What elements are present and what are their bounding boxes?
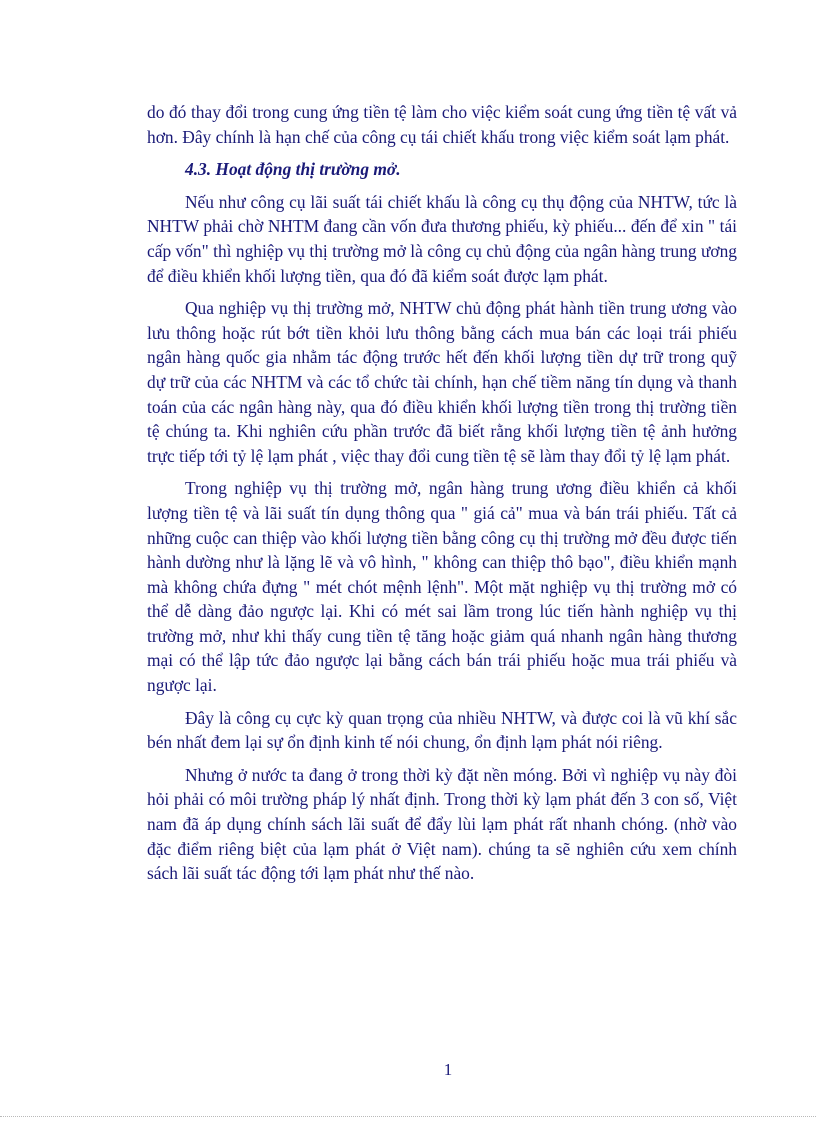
paragraph: Trong nghiệp vụ thị trường mở, ngân hàng trung ương điều khiển cả khối lượng tiền tệ và lãi suất tín dụng thông qua " giá cả" mua và bán trái phiếu. Tất cả những cuộc can thiệp vào khối lượng tiền bằng công cụ thị trường mở đều được tiến hành dường như là lặng lẽ và vô hình, " không can thiệp thô bạo", điều khiển mạnh mà không chứa đựng " mét chót mệnh lệnh". Một mặt nghiệp vụ thị trường mở có thể dễ dàng đảo ngược lại. Khi có mét sai lầm trong lúc tiến hành nghiệp vụ thị trường mở, như khi thấy cung tiền tệ tăng hoặc giảm quá nhanh ngân hàng thương mại có thể lập tức đảo ngược lại bằng cách bán trái phiếu hoặc mua trái phiếu và ngược lại. xyxy=(147,478,737,696)
paragraph: Nếu như công cụ lãi suất tái chiết khấu là công cụ thụ động của NHTW, tức là NHTW phải chờ NHTM đang cần vốn đưa thương phiếu, kỳ phiếu... đến để xin " tái cấp vốn" thì nghiệp vụ thị trường mở là công cụ chủ động của ngân hàng trung ương để điều khiển khối lượng tiền, qua đó đã kiểm soát được lạm phát. xyxy=(147,191,737,286)
section-heading: 4.3. Hoạt động thị trường mở. xyxy=(185,159,401,180)
paragraph: Qua nghiệp vụ thị trường mở, NHTW chủ động phát hành tiền trung ương vào lưu thông hoặc rút bớt tiền khỏi lưu thông bằng cách mua bán các loại trái phiếu ngân hàng quốc gia nhằm tác động trước hết đến khối lượng tiền dự trữ trong quỹ dự trữ của các NHTM và các tổ chức tài chính, hạn chế tiềm năng tín dụng và thanh toán của các ngân hàng này, qua đó điều khiển khối lượng tiền trong thị trường tiền tệ chúng ta. Khi nghiên cứu phần trước đã biết rằng khối lượng tiền tệ ảnh hưởng trực tiếp tới tỷ lệ lạm phát , việc thay đổi cung tiền tệ sẽ làm thay đổi tỷ lệ lạm phát. xyxy=(147,298,737,466)
paragraph: Đây là công cụ cực kỳ quan trọng của nhiều NHTW, và được coi là vũ khí sắc bén nhất đem lại sự ổn định kinh tế nói chung, ổn định lạm phát nói riêng. xyxy=(147,707,737,753)
paragraph: Nhưng ở nước ta đang ở trong thời kỳ đặt nền móng. Bởi vì nghiệp vụ này đòi hỏi phải có môi trường pháp lý nhất định. Trong thời kỳ lạm phát đến 3 con số, Việt nam đã áp dụng chính sách lãi suất để đẩy lùi lạm phát rất nhanh chóng. (nhờ vào đặc điểm riêng biệt của lạm phát ở Việt nam). chúng ta sẽ nghiên cứu xem chính sách lãi suất tác động tới lạm phát như thế nào. xyxy=(147,764,737,884)
page-number: 1 xyxy=(443,1060,453,1079)
document-body xyxy=(147,100,737,894)
page-break-divider xyxy=(0,1116,816,1117)
paragraph-continued: do đó thay đổi trong cung ứng tiền tệ làm cho việc kiểm soát cung ứng tiền tệ vất vả hơn. Đây chính là hạn chế của công cụ tái chiết khấu trong việc kiểm soát lạm phát. xyxy=(147,102,737,147)
